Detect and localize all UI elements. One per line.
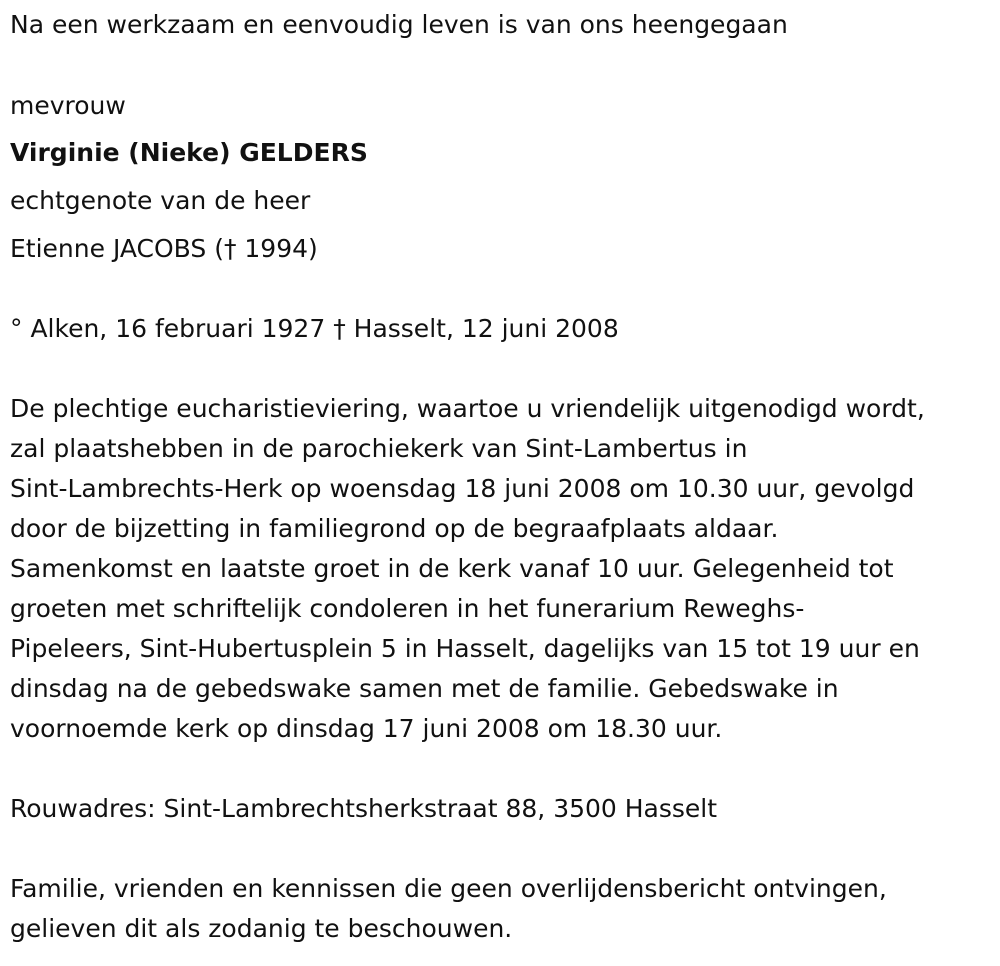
ceremony-line: zal plaatshebben in de parochiekerk van Sint-Lambertus in <box>10 434 748 463</box>
ceremony-line: voornoemde kerk op dinsdag 17 juni 2008 om 18.30 uur. <box>10 714 723 743</box>
spouse-name: Etienne JACOBS († 1994) <box>10 234 318 263</box>
intro-text: Na een werkzaam en eenvoudig leven is van ons heengegaan <box>10 10 788 39</box>
closing-line: Familie, vrienden en kennissen die geen overlijdensbericht ontvingen, <box>10 874 887 903</box>
deceased-name: Virginie (Nieke) GELDERS <box>10 138 368 167</box>
closing-line: gelieven dit als zodanig te beschouwen. <box>10 914 513 943</box>
closing-paragraph <box>10 869 887 949</box>
ceremony-paragraph <box>10 389 995 749</box>
ceremony-line: Sint-Lambrechts-Herk op woensdag 18 juni 2008 om 10.30 uur, gevolgd <box>10 474 915 503</box>
honorific: mevrouw <box>10 91 126 120</box>
ceremony-line: Samenkomst en laatste groet in de kerk vanaf 10 uur. Gelegenheid tot <box>10 554 894 583</box>
spouse-relation: echtgenote van de heer <box>10 186 311 215</box>
mourning-address: Rouwadres: Sint-Lambrechtsherkstraat 88, 3500 Hasselt <box>10 794 718 823</box>
ceremony-line: Pipeleers, Sint-Hubertusplein 5 in Hasselt, dagelijks van 15 tot 19 uur en <box>10 634 920 663</box>
birth-death-dates: ° Alken, 16 februari 1927 † Hasselt, 12 juni 2008 <box>10 314 619 343</box>
ceremony-line: door de bijzetting in familiegrond op de begraafplaats aldaar. <box>10 514 779 543</box>
ceremony-line: De plechtige eucharistieviering, waartoe u vriendelijk uitgenodigd wordt, <box>10 394 925 423</box>
ceremony-line: dinsdag na de gebedswake samen met de familie. Gebedswake in <box>10 674 839 703</box>
ceremony-line: groeten met schriftelijk condoleren in het funerarium Reweghs- <box>10 594 805 623</box>
